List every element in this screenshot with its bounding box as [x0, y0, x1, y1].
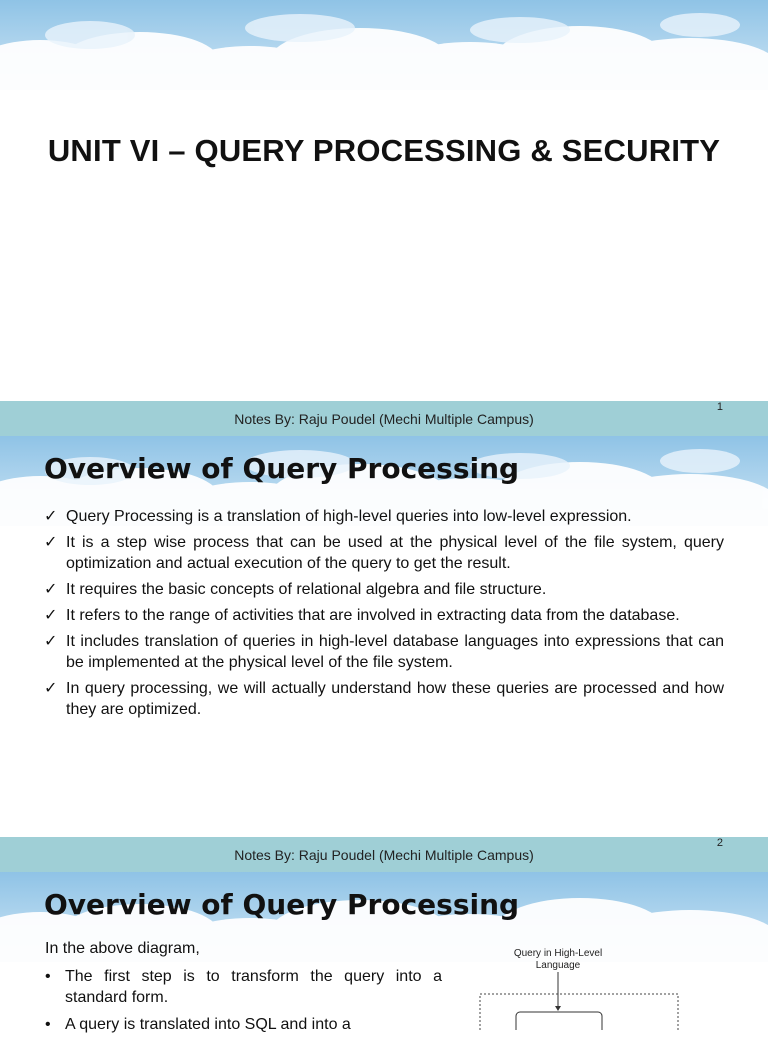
cloud-banner: [0, 0, 768, 90]
footer-notes: Notes By: Raju Poudel (Mechi Multiple Campus): [234, 847, 534, 863]
slide-footer: [0, 401, 768, 436]
diagram-top-label-2: Language: [535, 960, 581, 971]
check-icon: ✓: [44, 534, 58, 551]
check-icon: ✓: [44, 680, 58, 697]
page-number: 1: [716, 401, 723, 413]
bullet-icon: •: [45, 1016, 51, 1033]
diagram-inner-box: [516, 1012, 602, 1030]
list-item: ✓ It is a step wise process that can be used at the physical level of the file system, query optimization and actual execution of the query to get the result.: [44, 534, 724, 572]
slide-title: UNIT VI – QUERY PROCESSING & SECURITY: [47, 133, 721, 168]
list-item: ✓ It refers to the range of activities that are involved in extracting data from the database.: [44, 607, 680, 624]
bullet-list: [45, 966, 442, 1041]
slide-1: [0, 0, 768, 436]
diagram-arrowhead: [555, 1006, 561, 1011]
footer-notes: Notes By: Raju Poudel (Mechi Multiple Campus): [234, 411, 534, 427]
check-icon: ✓: [44, 633, 58, 650]
list-item: • The first step is to transform the query into a standard form.: [45, 968, 442, 1006]
check-icon: ✓: [44, 607, 58, 624]
slide-footer: [0, 837, 768, 872]
check-icon: ✓: [44, 581, 58, 598]
list-item: ✓ It includes translation of queries in high-level database languages into expressions that can be implemented at the physical level of the file system.: [44, 633, 724, 671]
slide-2: [0, 436, 768, 872]
intro-text: In the above diagram,: [45, 940, 200, 957]
list-item: • A query is translated into SQL and into a: [45, 1016, 351, 1033]
bullet-icon: •: [45, 968, 51, 985]
diagram-top-label: Query in High-Level: [513, 948, 603, 959]
list-item: ✓ In query processing, we will actually understand how these queries are processed and how they are optimized.: [44, 680, 724, 718]
check-list: [44, 506, 724, 725]
check-icon: ✓: [44, 508, 58, 525]
list-item: ✓ It requires the basic concepts of relational algebra and file structure.: [44, 581, 547, 598]
list-item: ✓ Query Processing is a translation of high-level queries into low-level expression.: [44, 508, 632, 525]
query-processing-diagram: [470, 940, 690, 1030]
slide-heading: Overview of Query Processing: [44, 888, 520, 921]
slide-heading: Overview of Query Processing: [44, 452, 520, 485]
page-number: 2: [716, 837, 723, 849]
